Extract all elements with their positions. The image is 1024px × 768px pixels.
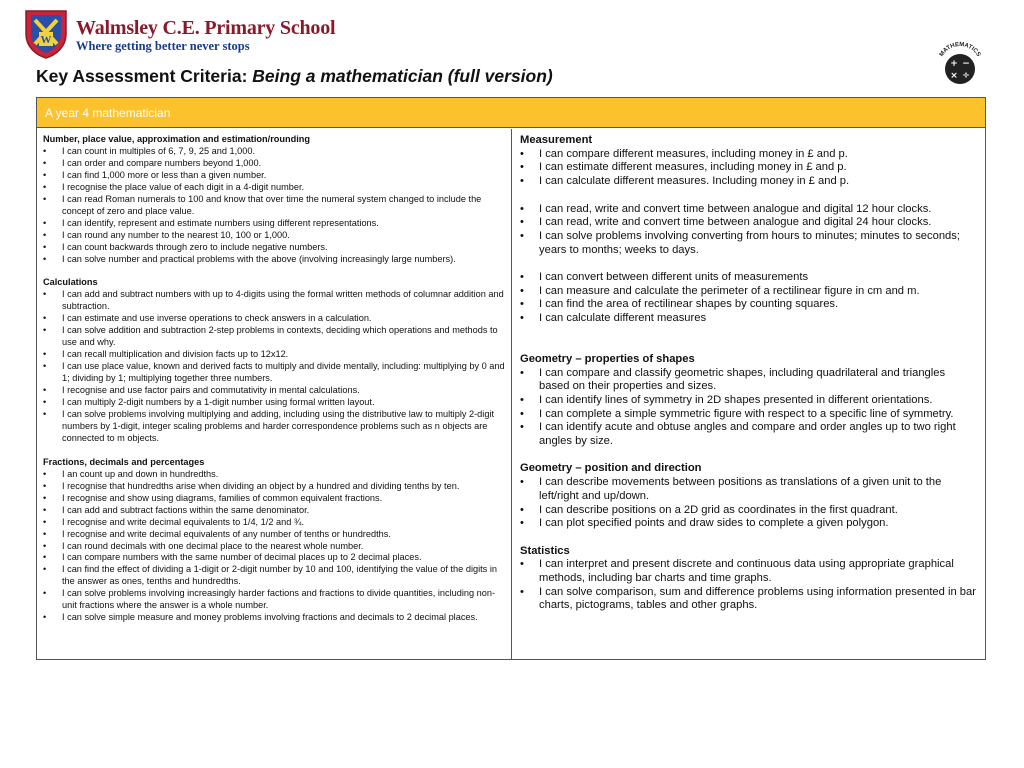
section-heading: Fractions, decimals and percentages <box>43 456 205 467</box>
list-item: • I can plot specified points and draw sides to complete a given polygon. <box>520 517 977 531</box>
list-item: • I can count backwards through zero to include negative numbers. <box>43 242 505 254</box>
section-heading: Measurement <box>520 134 593 146</box>
right-column <box>512 129 985 659</box>
section-number-place-value <box>43 134 505 265</box>
list-item: • I recognise and use factor pairs and commutativity in mental calculations. <box>43 385 505 397</box>
list-item: • I can find 1,000 more or less than a given number. <box>43 170 505 182</box>
page-title-prefix: Key Assessment Criteria: <box>36 66 253 86</box>
list-item: • I can add and subtract factions within the same denominator. <box>43 505 505 517</box>
svg-text:MATHEMATICS: MATHEMATICS <box>938 41 982 58</box>
criteria-list <box>43 146 505 266</box>
criteria-list <box>520 558 977 613</box>
page-title <box>36 66 553 87</box>
list-item: • I can identify lines of symmetry in 2D shapes presented in different orientations. <box>520 394 977 408</box>
svg-text:−: − <box>962 59 970 69</box>
list-item: • I can read, write and convert time between analogue and digital 12 hour clocks. <box>520 203 977 217</box>
svg-text:W: W <box>40 34 52 46</box>
list-item: • I can compare numbers with the same number of decimal places up to 2 decimal places. <box>43 552 505 564</box>
list-item: • I can round any number to the nearest 10, 100 or 1,000. <box>43 230 505 242</box>
list-item: • I can calculate different measures. Including money in £ and p. <box>520 175 977 189</box>
list-item: • I can compare and classify geometric shapes, including quadrilateral and triangles based on their properties and sizes. <box>520 367 977 394</box>
list-item: • I can solve addition and subtraction 2-step problems in contexts, deciding which operations and methods to use and why. <box>43 325 505 349</box>
year-heading: A year 4 mathematician <box>37 98 985 128</box>
list-item: • I can calculate different measures <box>520 312 977 326</box>
list-item: • I can convert between different units of measurements <box>520 271 977 285</box>
page-title-italic: Being a mathematician (full version) <box>252 66 553 86</box>
section-statistics <box>520 545 977 614</box>
list-item: • I can interpret and present discrete and continuous data using appropriate graphical methods, including bar charts and time graphs. <box>520 558 977 585</box>
list-item: • I can describe movements between positions as translations of a given unit to the left/right and up/down. <box>520 476 977 503</box>
list-item: • I can estimate different measures, including money in £ and p. <box>520 161 977 175</box>
list-item: • I can measure and calculate the perimeter of a rectilinear figure in cm and m. <box>520 285 977 299</box>
list-item: • I can find the effect of dividing a 1-digit or 2-digit number by 10 and 100, identifying the value of the digits in the answer as ones, tenths and hundredths. <box>43 564 505 588</box>
list-item: • I can solve number and practical problems with the above (involving increasingly large numbers). <box>43 254 505 266</box>
section-heading: Geometry – position and direction <box>520 462 702 475</box>
section-heading: Calculations <box>43 277 98 288</box>
list-item: • I can read Roman numerals to 100 and know that over time the numeral system changed to include the concept of zero and place value. <box>43 194 505 218</box>
section-geometry-position <box>520 462 977 531</box>
criteria-list <box>520 203 977 258</box>
list-item: • I recognise and show using diagrams, families of common equivalent fractions. <box>43 493 505 505</box>
section-heading: Statistics <box>520 544 570 557</box>
list-item: • I can solve problems involving increasingly harder factions and fractions to divide quantities, including non-unit fractions where the answer is a whole number. <box>43 588 505 612</box>
list-item: • I can solve comparison, sum and difference problems using information presented in bar charts, pictograms, tables and other graphs. <box>520 586 977 613</box>
section-geometry-shapes <box>520 353 977 449</box>
school-header <box>22 8 336 60</box>
list-item: • I can find the area of rectilinear shapes by counting squares. <box>520 298 977 312</box>
list-item: • I can use place value, known and derived facts to multiply and divide mentally, including: multiplying by 0 and 1; dividing by 1; multiplying together three numbers. <box>43 361 505 385</box>
section-heading: Number, place value, approximation and estimation/rounding <box>43 134 310 144</box>
svg-text:÷: ÷ <box>962 71 970 81</box>
list-item: • I an count up and down in hundredths. <box>43 469 505 481</box>
school-crest-icon <box>22 8 70 60</box>
list-item: • I can round decimals with one decimal place to the nearest whole number. <box>43 541 505 553</box>
section-measurement <box>520 134 977 326</box>
list-item: • I recognise and write decimal equivalents of any number of tenths or hundredths. <box>43 529 505 541</box>
left-column <box>37 129 512 659</box>
list-item: • I recognise the place value of each digit in a 4-digit number. <box>43 182 505 194</box>
list-item: • I can read, write and convert time between analogue and digital 24 hour clocks. <box>520 216 977 230</box>
list-item: • I can count in multiples of 6, 7, 9, 25 and 1,000. <box>43 146 505 158</box>
list-item: • I can compare different measures, including money in £ and p. <box>520 148 977 162</box>
section-calculations <box>43 277 505 444</box>
criteria-list <box>43 469 505 624</box>
section-fractions <box>43 457 505 624</box>
assessment-table <box>36 97 986 660</box>
section-heading: Geometry – properties of shapes <box>520 352 695 365</box>
list-item: • I can estimate and use inverse operations to check answers in a calculation. <box>43 313 505 325</box>
list-item: • I can multiply 2-digit numbers by a 1-digit number using formal written layout. <box>43 397 505 409</box>
list-item: • I can solve problems involving converting from hours to minutes; minutes to seconds; years to months; weeks to days. <box>520 230 977 257</box>
list-item: • I recognise that hundredths arise when dividing an object by a hundred and dividing tenths by ten. <box>43 481 505 493</box>
list-item: • I can solve simple measure and money problems involving fractions and decimals to 2 decimal places. <box>43 612 505 624</box>
list-item: • I can complete a simple symmetric figure with respect to a specific line of symmetry. <box>520 408 977 422</box>
school-name: Walmsley C.E. Primary School <box>76 17 336 39</box>
list-item: • I can recall multiplication and division facts up to 12x12. <box>43 349 505 361</box>
svg-text:+: + <box>950 59 958 69</box>
list-item: • I can describe positions on a 2D grid as coordinates in the first quadrant. <box>520 504 977 518</box>
mathematics-badge-icon <box>932 36 988 88</box>
criteria-list <box>520 271 977 326</box>
list-item: • I can add and subtract numbers with up to 4-digits using the formal written methods of columnar addition and subtraction. <box>43 289 505 313</box>
criteria-list <box>520 367 977 449</box>
criteria-list <box>43 289 505 444</box>
school-motto: Where getting better never stops <box>76 39 250 53</box>
list-item: • I can identify, represent and estimate numbers using different representations. <box>43 218 505 230</box>
criteria-list <box>520 148 977 189</box>
list-item: • I can identify acute and obtuse angles and compare and order angles up to two right angles by size. <box>520 421 977 448</box>
list-item: • I can solve problems involving multiplying and adding, including using the distributive law to multiply 2-digit numbers by 1-digit, integer scaling problems and harder correspondence problems such as n objects are connected to m objects. <box>43 409 505 445</box>
list-item: • I recognise and write decimal equivalents to 1/4, 1/2 and ¾. <box>43 517 505 529</box>
criteria-list <box>520 476 977 531</box>
list-item: • I can order and compare numbers beyond 1,000. <box>43 158 505 170</box>
svg-text:×: × <box>950 71 958 81</box>
